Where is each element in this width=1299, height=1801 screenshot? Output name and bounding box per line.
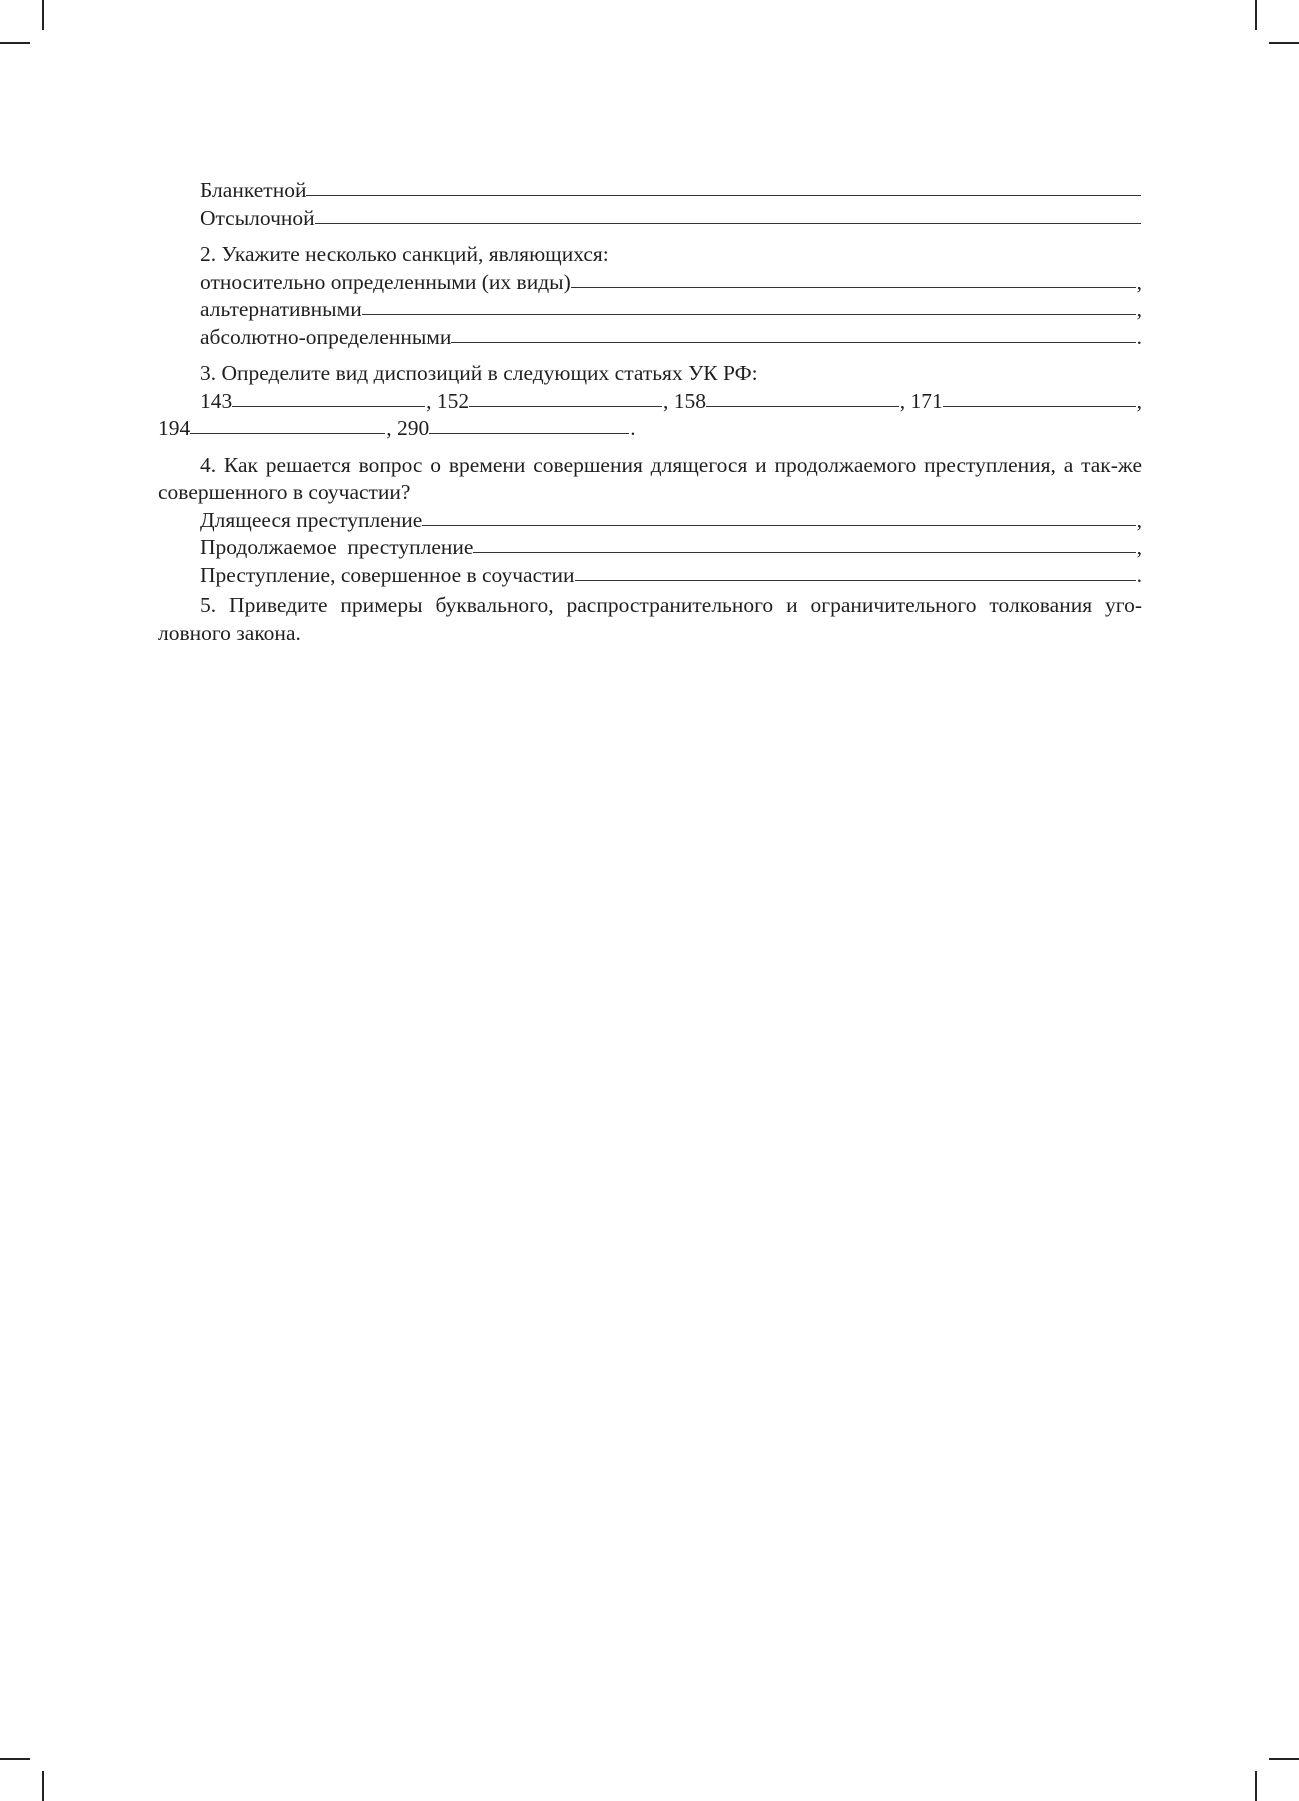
blanket-answer-line[interactable] [158,177,1142,205]
article-171-label: , 171 [899,388,943,413]
relative-sanction-label: относительно определенными (их виды) [200,269,571,294]
reference-label: Отсылочной [200,205,315,230]
alternative-sanction-label: альтернативными [200,297,362,321]
complicity-crime-line[interactable]: Преступление, совершенное в соучастии . [158,562,1142,590]
absolute-sanction-blank[interactable] [451,341,1135,343]
absolute-sanction-label: абсолютно-определенными [200,324,452,349]
crop-mark-bottom-left-vertical [42,1771,44,1801]
blanket-label: Бланкетной [200,178,307,202]
continuing-crime-blank[interactable] [422,524,1135,526]
article-158-blank[interactable] [706,405,899,407]
question-4-heading: 4. Как решается вопрос о времени совершения длящегося и продолжаемого преступления, а так-же совершенного в соучастии? [158,452,1142,504]
continuing-crime-line[interactable]: Длящееся преступление , [158,507,1142,535]
article-290-blank[interactable] [429,432,629,434]
crop-mark-bottom-right-horizontal [1269,1758,1299,1760]
alternative-sanction-line[interactable]: альтернативными , [158,296,1142,324]
article-171-blank[interactable] [943,405,1136,407]
relative-sanction-blank[interactable] [571,286,1136,288]
crop-mark-top-right-vertical [1255,0,1257,30]
relative-sanction-line[interactable]: относительно определенными (их виды) , [158,269,1142,297]
worksheet-content [158,177,1142,647]
article-290-label: , 290 [386,416,430,440]
crop-mark-bottom-left-horizontal [0,1758,30,1760]
crop-mark-top-right-horizontal [1269,42,1299,44]
crop-mark-bottom-right-vertical [1255,1771,1257,1801]
continuing-crime-label: Длящееся преступление [200,507,423,532]
continued-crime-blank[interactable] [473,551,1135,553]
article-143-label: 143 [200,388,233,413]
reference-answer-line[interactable] [158,205,1142,233]
articles-line-1[interactable]: 143 , 152 , 158 , 171 , [158,388,1142,416]
absolute-sanction-line[interactable]: абсолютно-определенными . [158,324,1142,352]
article-158-label: , 158 [662,388,706,413]
reference-answer-blank[interactable] [315,222,1141,224]
question-5-heading: 5. Приведите примеры буквального, распространительного и ограничительного толкования уго-ловного закона. [158,593,1142,645]
article-143-blank[interactable] [232,405,425,407]
continued-crime-label: Продолжаемое преступление [200,535,474,559]
article-152-label: , 152 [426,388,470,413]
article-194-blank[interactable] [190,432,385,434]
article-152-blank[interactable] [469,405,662,407]
complicity-crime-blank[interactable] [575,579,1136,581]
continued-crime-line[interactable]: Продолжаемое преступление , [158,534,1142,562]
crop-mark-top-left-vertical [42,0,44,30]
alternative-sanction-blank[interactable] [362,313,1136,315]
blanket-answer-blank[interactable] [306,194,1141,196]
question-3-heading: 3. Определите вид диспозиций в следующих статьях УК РФ: [200,361,758,385]
article-194-label: 194 [158,416,191,440]
complicity-crime-label: Преступление, совершенное в соучастии [200,562,575,587]
articles-line-2[interactable]: 194 , 290 . [158,415,1142,443]
question-2-heading: 2. Укажите несколько санкций, являющихся: [200,242,609,266]
crop-mark-top-left-horizontal [0,42,30,44]
